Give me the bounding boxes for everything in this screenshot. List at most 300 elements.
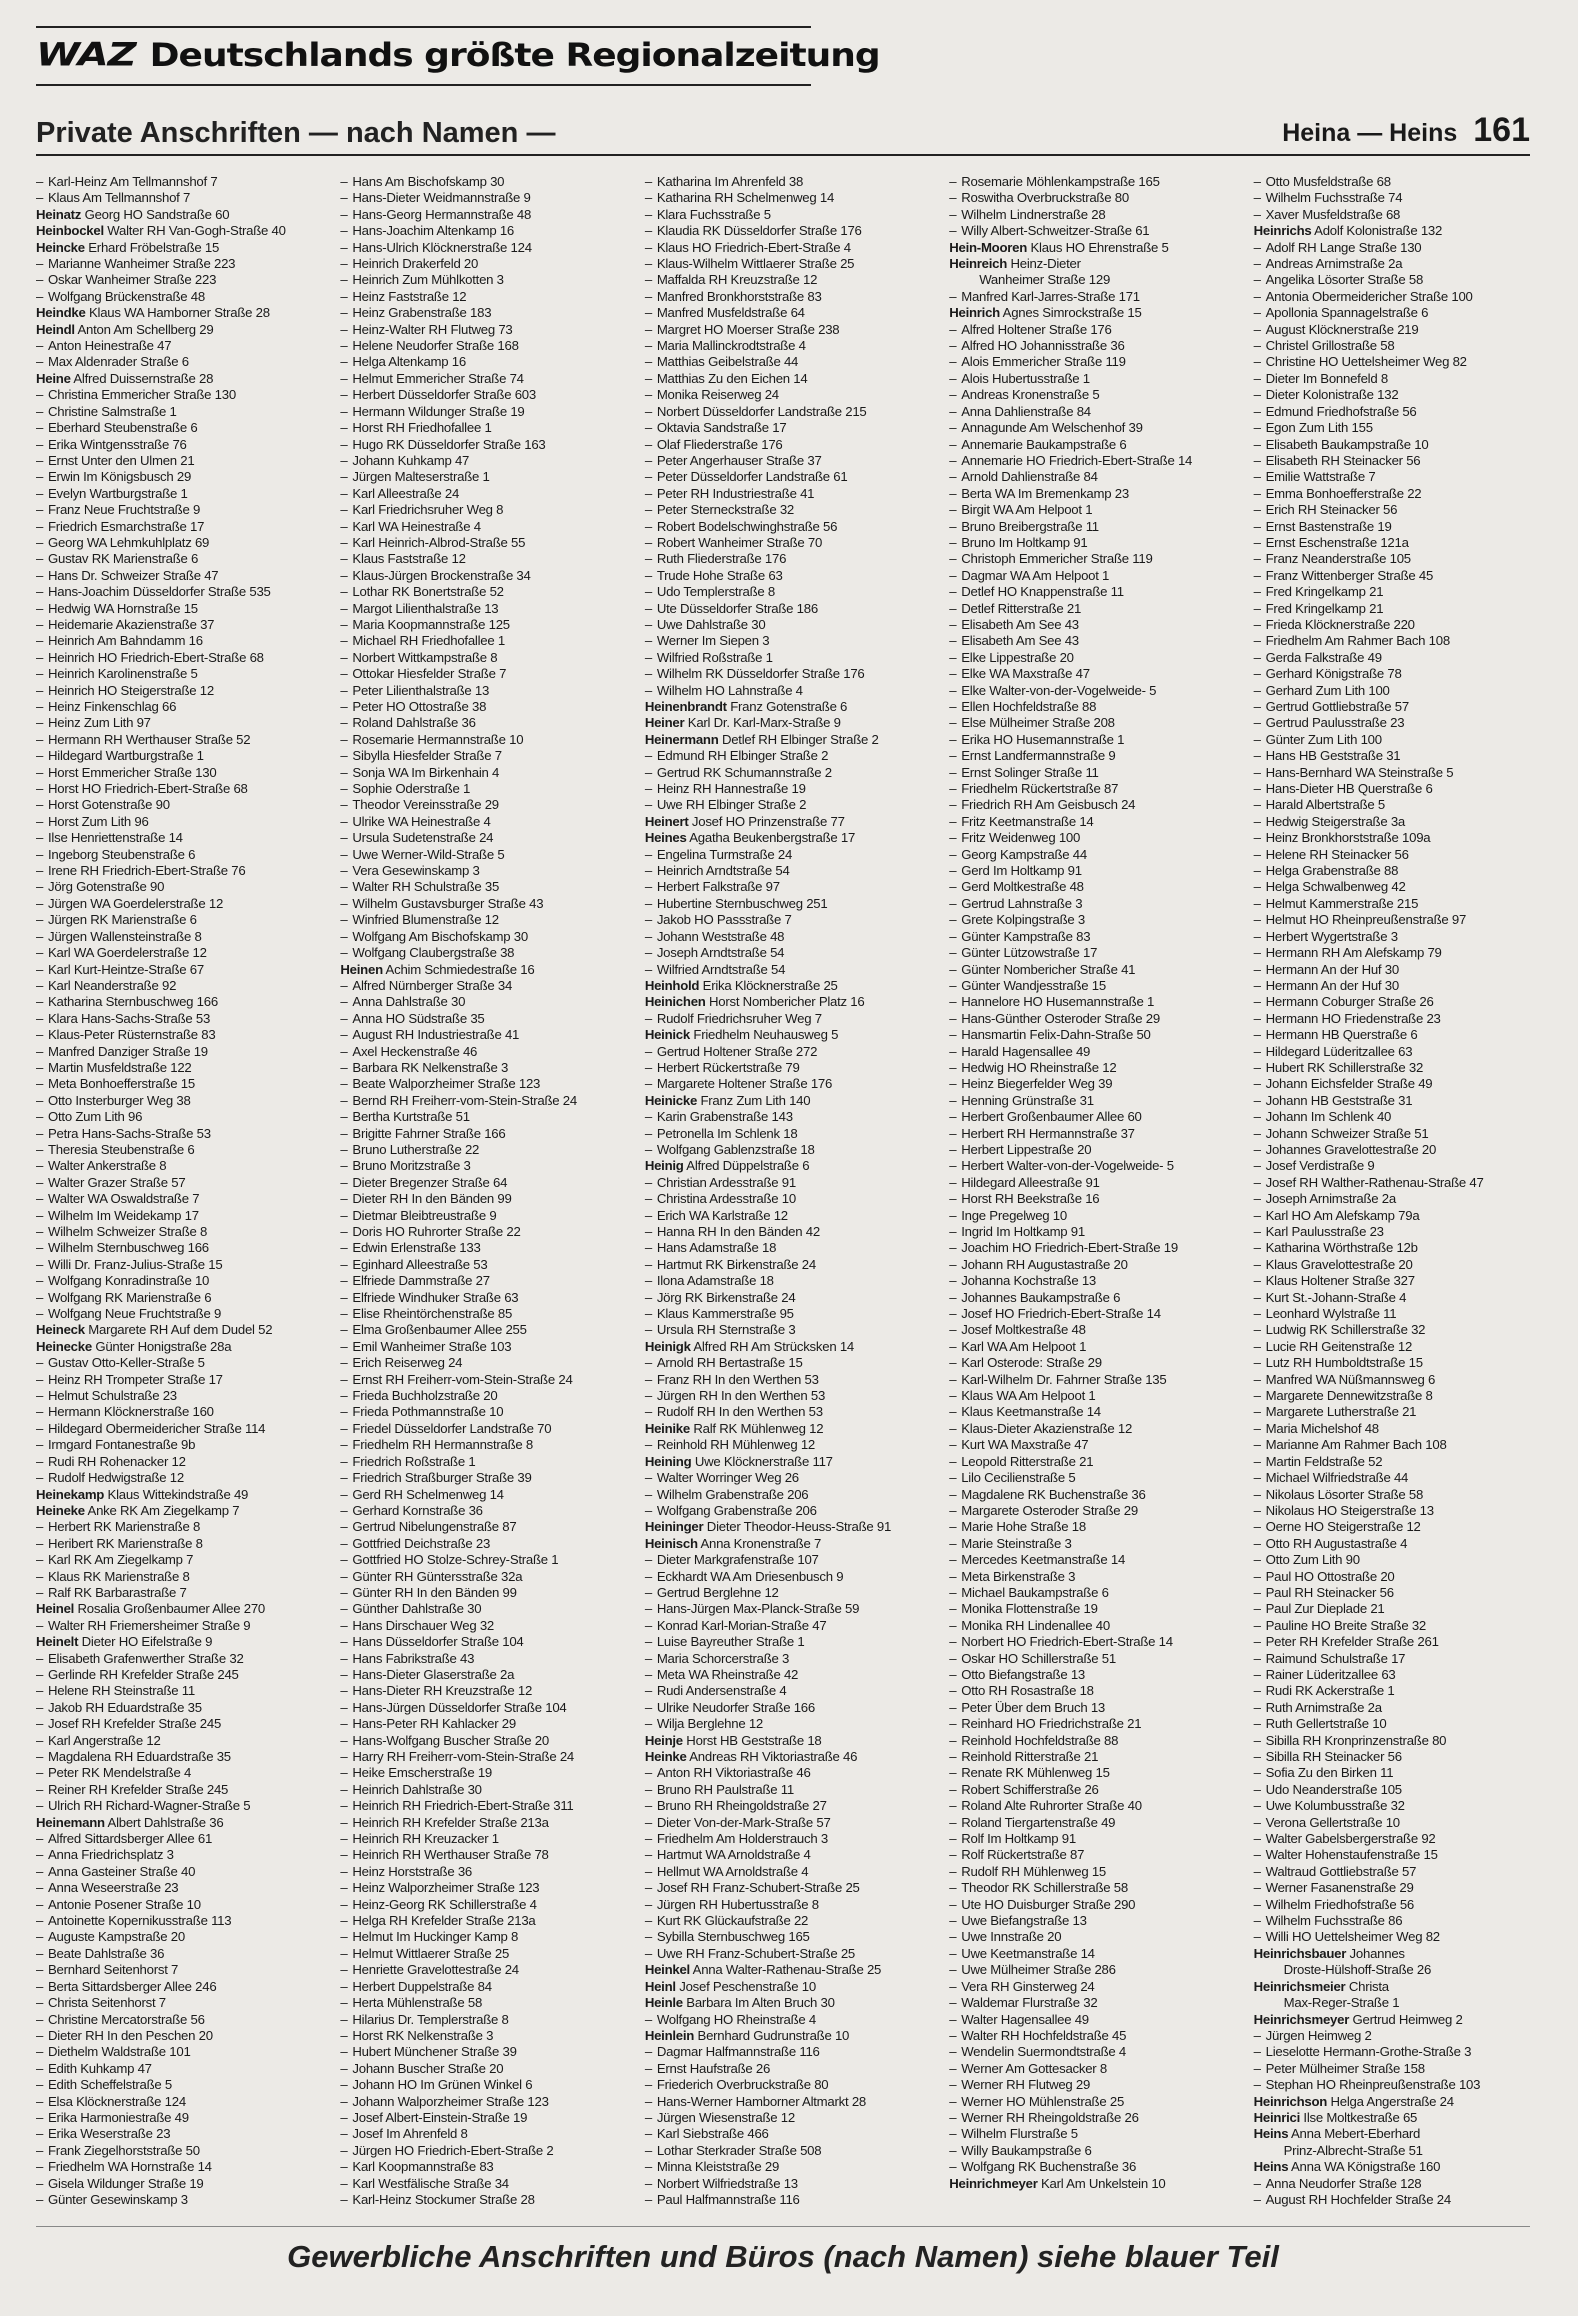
listing-entry: – Gertrud Nibelungenstraße 87 <box>340 1519 634 1535</box>
listing-entry: – Herbert Walter-von-der-Vogelweide- 5 <box>949 1158 1243 1174</box>
surname: Heineke <box>36 1502 85 1518</box>
surname: Heinl <box>644 1978 676 1994</box>
listing-entry: – Manfred Bronkhorststraße 83 <box>645 289 939 305</box>
listing-entry: – Frieda Klöcknerstraße 220 <box>1254 617 1548 633</box>
listing-entry: – Maria Mallinckrodtstraße 4 <box>645 338 939 354</box>
listing-entry: – Arnold Dahlienstraße 84 <box>949 469 1243 485</box>
listing-entry: – Robert Wanheimer Straße 70 <box>645 535 939 551</box>
listing-entry: – Norbert HO Friedrich-Ebert-Straße 14 <box>949 1634 1243 1650</box>
surname: Heinelt <box>36 1634 79 1650</box>
surname-entry <box>645 814 939 830</box>
listing-entry: – Hedwig WA Hornstraße 15 <box>36 601 330 617</box>
entry-details: Erika Klöcknerstraße 25 <box>699 977 838 993</box>
listing-entry: – Johann RH Augustastraße 20 <box>949 1257 1243 1273</box>
listing-entry: – Manfred Danziger Straße 19 <box>36 1044 330 1060</box>
listing-entry: – Otto Musfeldstraße 68 <box>1254 174 1548 190</box>
listing-entry: – Franz Neue Fruchtstraße 9 <box>36 502 330 518</box>
listing-entry: – Katharina Sternbuschweg 166 <box>36 994 330 1010</box>
listing-entry: – Friedrich Straßburger Straße 39 <box>340 1470 634 1486</box>
listing-entry: – Wilhelm Flurstraße 5 <box>949 2126 1243 2142</box>
surname-entry <box>1254 2110 1548 2126</box>
listing-entry: – Jürgen WA Goerdelerstraße 12 <box>36 896 330 912</box>
listing-entry: – Hermann HB Querstraße 6 <box>1254 1027 1548 1043</box>
listing-entry: – Hartmut WA Arnoldstraße 4 <box>645 1847 939 1863</box>
listing-entry: – Elisabeth RH Steinacker 56 <box>1254 453 1548 469</box>
listing-entry: – Helmut Emmericher Straße 74 <box>340 371 634 387</box>
listing-entry: – Hildegard Wartburgstraße 1 <box>36 748 330 764</box>
listing-entry: – Ilona Adamstraße 18 <box>645 1273 939 1289</box>
listing-entry: – Klaus-Peter Rüsternstraße 83 <box>36 1027 330 1043</box>
listing-entry: – Günter Lützowstraße 17 <box>949 945 1243 961</box>
listing-entry: – Kurt RK Glückaufstraße 22 <box>645 1913 939 1929</box>
listing-entry: – Adolf RH Lange Straße 130 <box>1254 240 1548 256</box>
listing-entry: – Hans-Günther Osteroder Straße 29 <box>949 1011 1243 1027</box>
listing-entry: – Herbert Düsseldorfer Straße 603 <box>340 387 634 403</box>
listing-entry: – Uwe Dahlstraße 30 <box>645 617 939 633</box>
listing-entry: – Grete Kolpingstraße 3 <box>949 912 1243 928</box>
listing-entry: – Wilhelm HO Lahnstraße 4 <box>645 683 939 699</box>
listing-entry: – Walter Grazer Straße 57 <box>36 1175 330 1191</box>
listing-entry: – Frank Ziegelhorststraße 50 <box>36 2143 330 2159</box>
listing-entry: – Gertrud Berglehne 12 <box>645 1585 939 1601</box>
listing-entry: – Heribert RK Marienstraße 8 <box>36 1536 330 1552</box>
listing-entry: – Lutz RH Humboldtstraße 15 <box>1254 1355 1548 1371</box>
surname: Heinecke <box>36 1338 92 1354</box>
listing-entry: – Joseph Arnimstraße 2a <box>1254 1191 1548 1207</box>
listing-entry: – Johann Eichsfelder Straße 49 <box>1254 1076 1548 1092</box>
listing-entry: – Karl Kurt-Heintze-Straße 67 <box>36 962 330 978</box>
listing-entry: – Peter Sterneckstraße 32 <box>645 502 939 518</box>
listing-entry: – Christel Grillostraße 58 <box>1254 338 1548 354</box>
listing-entry: – Karl WA Am Helpoot 1 <box>949 1339 1243 1355</box>
listing-entry: – Wolfgang Claubergstraße 38 <box>340 945 634 961</box>
listing-entry: – Wolfgang HO Rheinstraße 4 <box>645 2012 939 2028</box>
listing-entry: – Peter Lilienthalstraße 13 <box>340 683 634 699</box>
listing-entry: – Hermann HO Friedenstraße 23 <box>1254 1011 1548 1027</box>
listing-entry: – Roland Tiergartenstraße 49 <box>949 1815 1243 1831</box>
listing-entry: – Wilhelm Lindnerstraße 28 <box>949 207 1243 223</box>
entry-details: Alfred Düppelstraße 6 <box>683 1158 810 1174</box>
listing-entry: – Heinrich Zum Mühlkotten 3 <box>340 272 634 288</box>
listing-entry: – Rudolf RH Mühlenweg 15 <box>949 1864 1243 1880</box>
listing-entry: – Elke Lippestraße 20 <box>949 650 1243 666</box>
listing-entry: – Hans Düsseldorfer Straße 104 <box>340 1634 634 1650</box>
listing-entry: – Engelina Turmstraße 24 <box>645 847 939 863</box>
listing-entry: – Gerhard Kornstraße 36 <box>340 1503 634 1519</box>
listing-entry: – Michael Wilfriedstraße 44 <box>1254 1470 1548 1486</box>
listing-entry: – Horst Zum Lith 96 <box>36 814 330 830</box>
listing-entry: – Erika Wintgensstraße 76 <box>36 437 330 453</box>
listing-entry: – Hermann An der Huf 30 <box>1254 962 1548 978</box>
listing-entry: – Walter Worringer Weg 26 <box>645 1470 939 1486</box>
listing-entry: – Wolfgang RK Buchenstraße 36 <box>949 2159 1243 2175</box>
surname: Heinekamp <box>36 1486 105 1502</box>
listing-entry: – Josef HO Friedrich-Ebert-Straße 14 <box>949 1306 1243 1322</box>
listing-entry: – Annagunde Am Welschenhof 39 <box>949 420 1243 436</box>
listing-entry: – Hans-Ulrich Klöcknerstraße 124 <box>340 240 634 256</box>
entry-details: Horst Nombericher Platz 16 <box>705 994 865 1010</box>
listing-entry: – Wilfried Roßstraße 1 <box>645 650 939 666</box>
listing-entry: Prinz-Albrecht-Straße 51 <box>1283 2142 1423 2158</box>
listing-entry: – Matthias Zu den Eichen 14 <box>645 371 939 387</box>
listing-entry: – Karl Paulusstraße 23 <box>1254 1224 1548 1240</box>
listing-entry: – Alfred HO Johannisstraße 36 <box>949 338 1243 354</box>
listing-entry: – Karl HO Am Alefskamp 79a <box>1254 1208 1548 1224</box>
surname: Heinrichsmeier <box>1253 1978 1346 1994</box>
listing-entry: – Margret HO Moerser Straße 238 <box>645 322 939 338</box>
listing-entry: – Heinz Grabenstraße 183 <box>340 305 634 321</box>
listing-entry: – Anna HO Südstraße 35 <box>340 1011 634 1027</box>
listing-column-4 <box>949 174 1243 2191</box>
listing-entry: – Gertrud Paulusstraße 23 <box>1254 715 1548 731</box>
listing-entry: – Werner RH Rheingoldstraße 26 <box>949 2110 1243 2126</box>
listing-entry: – Waldemar Flurstraße 32 <box>949 1995 1243 2011</box>
listing-entry: – Anna Dahlstraße 30 <box>340 994 634 1010</box>
waz-logo: WAZ <box>36 36 136 74</box>
listing-entry: – Bruno Lutherstraße 22 <box>340 1142 634 1158</box>
listing-entry: – Edmund RH Elbinger Straße 2 <box>645 748 939 764</box>
listing-entry: – Oktavia Sandstraße 17 <box>645 420 939 436</box>
listing-entry: – Christine HO Uettelsheimer Weg 82 <box>1254 354 1548 370</box>
surname-entry <box>645 1519 939 1535</box>
entry-details: Agatha Beukenbergstraße 17 <box>686 830 856 846</box>
listing-entry: – Horst Emmericher Straße 130 <box>36 765 330 781</box>
listing-entry: – Elisabeth Am See 43 <box>949 617 1243 633</box>
listing-entry: – Josef RH Franz-Schubert-Straße 25 <box>645 1880 939 1896</box>
listing-entry: – Otto Insterburger Weg 38 <box>36 1093 330 1109</box>
listing-entry: – Wolfgang Gablenzstraße 18 <box>645 1142 939 1158</box>
listing-entry: – Heinrich Am Bahndamm 16 <box>36 633 330 649</box>
listing-entry: – Heinz Finkenschlag 66 <box>36 699 330 715</box>
listing-entry: – Karl-Wilhelm Dr. Fahrner Straße 135 <box>949 1372 1243 1388</box>
listing-entry: – Petronella Im Schlenk 18 <box>645 1126 939 1142</box>
listing-entry: – Hildegard Alleestraße 91 <box>949 1175 1243 1191</box>
listing-entry: – Hans Adamstraße 18 <box>645 1240 939 1256</box>
listing-entry: – Birgit WA Am Helpoot 1 <box>949 502 1243 518</box>
listing-entry: – Lothar RK Bonertstraße 52 <box>340 584 634 600</box>
listing-entry: – Karl Angerstraße 12 <box>36 1733 330 1749</box>
listing-entry: – Helmut Wittlaerer Straße 25 <box>340 1946 634 1962</box>
listing-entry: – Klaus Gravelottestraße 20 <box>1254 1257 1548 1273</box>
listing-entry: – Rudolf Hedwigstraße 12 <box>36 1470 330 1486</box>
listing-entry: – Reinhold Hochfeldstraße 88 <box>949 1733 1243 1749</box>
listing-entry: – Hubert Münchener Straße 39 <box>340 2044 634 2060</box>
listing-entry: – Erich WA Karlstraße 12 <box>645 1208 939 1224</box>
entry-details: Adolf Kolonistraße 132 <box>1311 223 1443 239</box>
listing-entry: – Annemarie Baukampstraße 6 <box>949 437 1243 453</box>
listing-entry: – Eckhardt WA Am Driesenbusch 9 <box>645 1569 939 1585</box>
listing-entry: – Heike Emscherstraße 19 <box>340 1765 634 1781</box>
listing-entry: – Klaus RK Marienstraße 8 <box>36 1569 330 1585</box>
listing-entry: – Gertrud RK Schumannstraße 2 <box>645 765 939 781</box>
listing-entry: – Edith Kuhkamp 47 <box>36 2061 330 2077</box>
listing-entry: – Trude Hohe Straße 63 <box>645 568 939 584</box>
listing-entry: – Hartmut RK Birkenstraße 24 <box>645 1257 939 1273</box>
listing-entry: – Uwe RH Elbinger Straße 2 <box>645 797 939 813</box>
listing-entry: – Hans-Georg Hermannstraße 48 <box>340 207 634 223</box>
listing-entry: – Hermann RH Werthauser Straße 52 <box>36 732 330 748</box>
listing-entry: – Heinrich RH Kreuzacker 1 <box>340 1831 634 1847</box>
listing-entry: – Horst RK Nelkenstraße 3 <box>340 2028 634 2044</box>
listing-entry: – Katharina Im Ahrenfeld 38 <box>645 174 939 190</box>
listing-entry: – Wilhelm Im Weidekamp 17 <box>36 1208 330 1224</box>
listing-entry: – Bertha Kurtstraße 51 <box>340 1109 634 1125</box>
listing-entry: – Ruth Arnimstraße 2a <box>1254 1700 1548 1716</box>
listing-entry: – Heinrich HO Steigerstraße 12 <box>36 683 330 699</box>
entry-details: Bernhard Gudrunstraße 10 <box>694 2027 850 2043</box>
listing-entry: – Ernst Unter den Ulmen 21 <box>36 453 330 469</box>
listing-entry: – Hannelore HO Husemannstraße 1 <box>949 994 1243 1010</box>
listing-entry: – Hans-Werner Hamborner Altmarkt 28 <box>645 2094 939 2110</box>
listing-entry: – Horst Gotenstraße 90 <box>36 797 330 813</box>
listing-entry: – Heinrich RH Friedrich-Ebert-Straße 311 <box>340 1798 634 1814</box>
entry-details: Franz Zum Lith 140 <box>697 1092 811 1108</box>
entry-details: Josef Peschenstraße 10 <box>675 1978 816 1994</box>
listing-entry: – Otto Zum Lith 90 <box>1254 1552 1548 1568</box>
listing-entry: – Margarete Osteroder Straße 29 <box>949 1503 1243 1519</box>
listing-entry: – Heinz Horststraße 36 <box>340 1864 634 1880</box>
listing-entry: – Karl Alleestraße 24 <box>340 486 634 502</box>
listing-entry: – Friedel Düsseldorfer Landstraße 70 <box>340 1421 634 1437</box>
listing-entry: – Barbara RK Nelkenstraße 3 <box>340 1060 634 1076</box>
listing-entry: – Helga RH Krefelder Straße 213a <box>340 1913 634 1929</box>
entry-details: Rosalia Großenbaumer Allee 270 <box>74 1601 265 1617</box>
listing-entry: – Udo Templerstraße 8 <box>645 584 939 600</box>
listing-entry: – Klaus Keetmanstraße 14 <box>949 1404 1243 1420</box>
entry-details: Agnes Simrockstraße 15 <box>999 305 1142 321</box>
surname-entry <box>645 1027 939 1043</box>
listing-entry: – Ulrike WA Heinestraße 4 <box>340 814 634 830</box>
listing-entry: – Karl Neanderstraße 92 <box>36 978 330 994</box>
surname-entry <box>36 1487 330 1503</box>
listing-entry: – Minna Kleiststraße 29 <box>645 2159 939 2175</box>
listing-entry: – Dieter Kolonistraße 132 <box>1254 387 1548 403</box>
listing-entry: – Elfriede Windhuker Straße 63 <box>340 1290 634 1306</box>
surname: Heinrichsmeyer <box>1253 2011 1350 2027</box>
surname-entry <box>645 994 939 1010</box>
listing-entry: – Raimund Schulstraße 17 <box>1254 1651 1548 1667</box>
listing-entry: – Nikolaus HO Steigerstraße 13 <box>1254 1503 1548 1519</box>
listing-entry: – Margarete Lutherstraße 21 <box>1254 1404 1548 1420</box>
listing-entry: – Wolfgang Brückenstraße 48 <box>36 289 330 305</box>
listing-entry: – Willi HO Uettelsheimer Weg 82 <box>1254 1929 1548 1945</box>
listing-entry: – Reiner RH Krefelder Straße 245 <box>36 1782 330 1798</box>
listing-entry: – Hellmut WA Arnoldstraße 4 <box>645 1864 939 1880</box>
listing-entry: – Diethelm Waldstraße 101 <box>36 2044 330 2060</box>
listing-entry: – Wilhelm Friedhofstraße 56 <box>1254 1897 1548 1913</box>
listing-entry: – Günther Dahlstraße 30 <box>340 1601 634 1617</box>
listing-entry: – Henning Grünstraße 31 <box>949 1093 1243 1109</box>
surname: Heinrichson <box>1253 2093 1328 2109</box>
listing-entry: – Ingeborg Steubenstraße 6 <box>36 847 330 863</box>
surname: Heinle <box>644 1995 683 2011</box>
listing-entry: – Friedrich RH Am Geisbusch 24 <box>949 797 1243 813</box>
listing-entry: – Lilo Cecilienstraße 5 <box>949 1470 1243 1486</box>
surname: Heincke <box>36 239 85 255</box>
listing-entry: – Willy Baukampstraße 6 <box>949 2143 1243 2159</box>
listing-entry: – Christine Salmstraße 1 <box>36 404 330 420</box>
listing-entry: – Gerd RH Schelmenweg 14 <box>340 1487 634 1503</box>
section-title: Private Anschriften — nach Namen — <box>36 117 556 149</box>
listing-entry: – Hans Am Bischofskamp 30 <box>340 174 634 190</box>
listing-entry: – Willy Albert-Schweitzer-Straße 61 <box>949 223 1243 239</box>
listing-entry: – Klaudia RK Düsseldorfer Straße 176 <box>645 223 939 239</box>
listing-entry: – Reinhard HO Friedrichstraße 21 <box>949 1716 1243 1732</box>
entry-details: Ralf RK Mühlenweg 12 <box>689 1420 824 1436</box>
listing-entry: – Heinz Zum Lith 97 <box>36 715 330 731</box>
listing-entry: Max-Reger-Straße 1 <box>1283 1995 1400 2011</box>
listing-entry: – Brigitte Fahrner Straße 166 <box>340 1126 634 1142</box>
listing-entry: – Peter RK Mendelstraße 4 <box>36 1765 330 1781</box>
listing-entry: – Oskar Wanheimer Straße 223 <box>36 272 330 288</box>
listing-entry: – Hugo RK Düsseldorfer Straße 163 <box>340 437 634 453</box>
surname-entry <box>645 1962 939 1978</box>
listing-entry: – Edwin Erlenstraße 133 <box>340 1240 634 1256</box>
listing-entry: – Johann Buscher Straße 20 <box>340 2061 634 2077</box>
surname-entry <box>949 240 1243 256</box>
surname: Heinert <box>644 813 689 829</box>
listing-entry: – Josef RH Krefelder Straße 245 <box>36 1716 330 1732</box>
listing-entry: – Hans-Dieter Glaserstraße 2a <box>340 1667 634 1683</box>
surname-entry <box>949 2176 1243 2192</box>
listing-entry: – Gisela Wildunger Straße 19 <box>36 2176 330 2192</box>
listing-entry: – Elisabeth Grafenwerther Straße 32 <box>36 1651 330 1667</box>
entry-details: Anna WA Königstraße 160 <box>1288 2159 1441 2175</box>
listing-entry: – Hans-Bernhard WA Steinstraße 5 <box>1254 765 1548 781</box>
listing-entry: – Karl Koopmannstraße 83 <box>340 2159 634 2175</box>
listing-entry: – Antonie Posener Straße 10 <box>36 1897 330 1913</box>
listing-entry: – Wolfgang Grabenstraße 206 <box>645 1503 939 1519</box>
surname-entry <box>645 1749 939 1765</box>
listing-entry: – Jürgen RH In den Werthen 53 <box>645 1388 939 1404</box>
surname: Heininger <box>644 1519 704 1535</box>
listing-entry: – Walter Hohenstaufenstraße 15 <box>1254 1847 1548 1863</box>
listing-entry: – Egon Zum Lith 155 <box>1254 420 1548 436</box>
listing-entry: – Katharina Wörthstraße 12b <box>1254 1240 1548 1256</box>
entry-details: Karl Am Unkelstein 10 <box>1037 2175 1166 2191</box>
entry-details: Anna Kronenstraße 7 <box>697 1535 822 1551</box>
masthead <box>36 26 880 86</box>
listing-entry: – Frieda Buchholzstraße 20 <box>340 1388 634 1404</box>
listing-entry: – Magdalena RH Eduardstraße 35 <box>36 1749 330 1765</box>
listing-entry: – Heinz Faststraße 12 <box>340 289 634 305</box>
listing-entry: – Hanna RH In den Bänden 42 <box>645 1224 939 1240</box>
listing-entry: – Verona Gellertstraße 10 <box>1254 1815 1548 1831</box>
listing-entry: – Horst HO Friedrich-Ebert-Straße 68 <box>36 781 330 797</box>
listing-entry: – Christian Ardesstraße 91 <box>645 1175 939 1191</box>
listing-entry: – Gottfried Deichstraße 23 <box>340 1536 634 1552</box>
listing-entry: – Gerhard Zum Lith 100 <box>1254 683 1548 699</box>
listing-entry: – Friedhelm Rückertstraße 87 <box>949 781 1243 797</box>
listing-entry: – Peter RH Krefelder Straße 261 <box>1254 1634 1548 1650</box>
listing-entry: – Herbert Duppelstraße 84 <box>340 1979 634 1995</box>
listing-entry: – Karl Osterode: Straße 29 <box>949 1355 1243 1371</box>
listing-entry: – Elma Großenbaumer Allee 255 <box>340 1322 634 1338</box>
listing-entry: – Karl-Heinz Am Tellmannshof 7 <box>36 174 330 190</box>
surname: Heine <box>36 370 71 386</box>
listing-entry: – Alois Hubertusstraße 1 <box>949 371 1243 387</box>
listing-entry: – Heinz-Georg RK Schillerstraße 4 <box>340 1897 634 1913</box>
entry-details: Karl Dr. Karl-Marx-Straße 9 <box>684 715 841 731</box>
listing-entry: – Beate Dahlstraße 36 <box>36 1946 330 1962</box>
listing-entry: – Bernhard Seitenhorst 7 <box>36 1962 330 1978</box>
listing-entry: – Klaus-Dieter Akazienstraße 12 <box>949 1421 1243 1437</box>
surname-entry <box>1254 2094 1548 2110</box>
listing-entry: – Otto Zum Lith 96 <box>36 1109 330 1125</box>
listing-entry: – Mercedes Keetmanstraße 14 <box>949 1552 1243 1568</box>
listing-entry: – Klaus Kammerstraße 95 <box>645 1306 939 1322</box>
listing-entry: – Hedwig HO Rheinstraße 12 <box>949 1060 1243 1076</box>
listing-entry: – Klaus Am Tellmannshof 7 <box>36 190 330 206</box>
page-number: 161 <box>1473 111 1530 149</box>
listing-entry: – Heinrich Karolinenstraße 5 <box>36 666 330 682</box>
entry-details: Dieter Theodor-Heuss-Straße 91 <box>703 1519 892 1535</box>
surname-entry <box>645 732 939 748</box>
listing-entry: – Robert Schifferstraße 26 <box>949 1782 1243 1798</box>
listing-entry: – Martin Feldstraße 52 <box>1254 1454 1548 1470</box>
listing-entry: – Jakob HO Passstraße 7 <box>645 912 939 928</box>
listing-entry: – Hans HB Geststraße 31 <box>1254 748 1548 764</box>
listing-entry: – Jürgen Wallensteinstraße 8 <box>36 929 330 945</box>
listing-entry: – Heinz Bronkhorststraße 109a <box>1254 830 1548 846</box>
entry-details: Günter Honigstraße 28a <box>91 1338 232 1354</box>
listing-entry: – Nikolaus Lösorter Straße 58 <box>1254 1487 1548 1503</box>
listing-entry: – Wilhelm Fuchsstraße 86 <box>1254 1913 1548 1929</box>
listing-entry: – Erika HO Husemannstraße 1 <box>949 732 1243 748</box>
listing-entry: – Walter RH Friemersheimer Straße 9 <box>36 1618 330 1634</box>
listing-entry: – Günter Zum Lith 100 <box>1254 732 1548 748</box>
listing-entry: – Gerd Moltkestraße 48 <box>949 879 1243 895</box>
listing-entry: – Werner RH Flutweg 29 <box>949 2077 1243 2093</box>
listing-entry: – Christine Mercatorstraße 56 <box>36 2012 330 2028</box>
listing-entry: – Helmut Im Huckinger Kamp 8 <box>340 1929 634 1945</box>
listing-entry: – Hermann An der Huf 30 <box>1254 978 1548 994</box>
listing-entry: – Uwe Biefangstraße 13 <box>949 1913 1243 1929</box>
listing-entry: – Gertrud Gottliebstraße 57 <box>1254 699 1548 715</box>
listing-entry: – Christa Seitenhorst 7 <box>36 1995 330 2011</box>
listing-entry: – Hans-Peter RH Kahlacker 29 <box>340 1716 634 1732</box>
surname: Heinke <box>644 1749 687 1764</box>
listing-entry: – Ursula RH Sternstraße 3 <box>645 1322 939 1338</box>
listing-entry: – Uwe Keetmanstraße 14 <box>949 1946 1243 1962</box>
listing-entry: – Ernst Haufstraße 26 <box>645 2061 939 2077</box>
listing-entry: – Alois Emmericher Straße 119 <box>949 354 1243 370</box>
listing-entry: – Margarete Holtener Straße 176 <box>645 1076 939 1092</box>
listing-entry: – Horst RH Friedhofallee 1 <box>340 420 634 436</box>
listing-entry: – Hedwig Steigerstraße 3a <box>1254 814 1548 830</box>
surname-entry <box>1254 1946 1548 1962</box>
listing-entry: – Arnold RH Bertastraße 15 <box>645 1355 939 1371</box>
listing-entry: – Inge Pregelweg 10 <box>949 1208 1243 1224</box>
listing-entry: – Elisabeth Am See 43 <box>949 633 1243 649</box>
entry-details: Uwe Klöcknerstraße 117 <box>691 1453 833 1469</box>
listing-entry: – Gertrud Lahnstraße 3 <box>949 896 1243 912</box>
listing-column-1 <box>36 174 330 2207</box>
surname-entry <box>645 1158 939 1174</box>
listing-entry: – Hans Dr. Schweizer Straße 47 <box>36 568 330 584</box>
listing-entry: – Alfred Nürnberger Straße 34 <box>340 978 634 994</box>
surname: Heinatz <box>36 206 82 222</box>
listing-columns <box>36 174 1548 2207</box>
listing-entry: – Walter WA Oswaldstraße 7 <box>36 1191 330 1207</box>
listing-entry: – Helga Grabenstraße 88 <box>1254 863 1548 879</box>
entry-details: Christa <box>1345 1978 1389 1994</box>
surname-entry <box>36 371 330 387</box>
listing-entry: – Heinrich RH Werthauser Straße 78 <box>340 1847 634 1863</box>
listing-entry: – Peter RH Industriestraße 41 <box>645 486 939 502</box>
listing-entry: – Ernst Eschenstraße 121a <box>1254 535 1548 551</box>
listing-entry: – Walter RH Hochfeldstraße 45 <box>949 2028 1243 2044</box>
